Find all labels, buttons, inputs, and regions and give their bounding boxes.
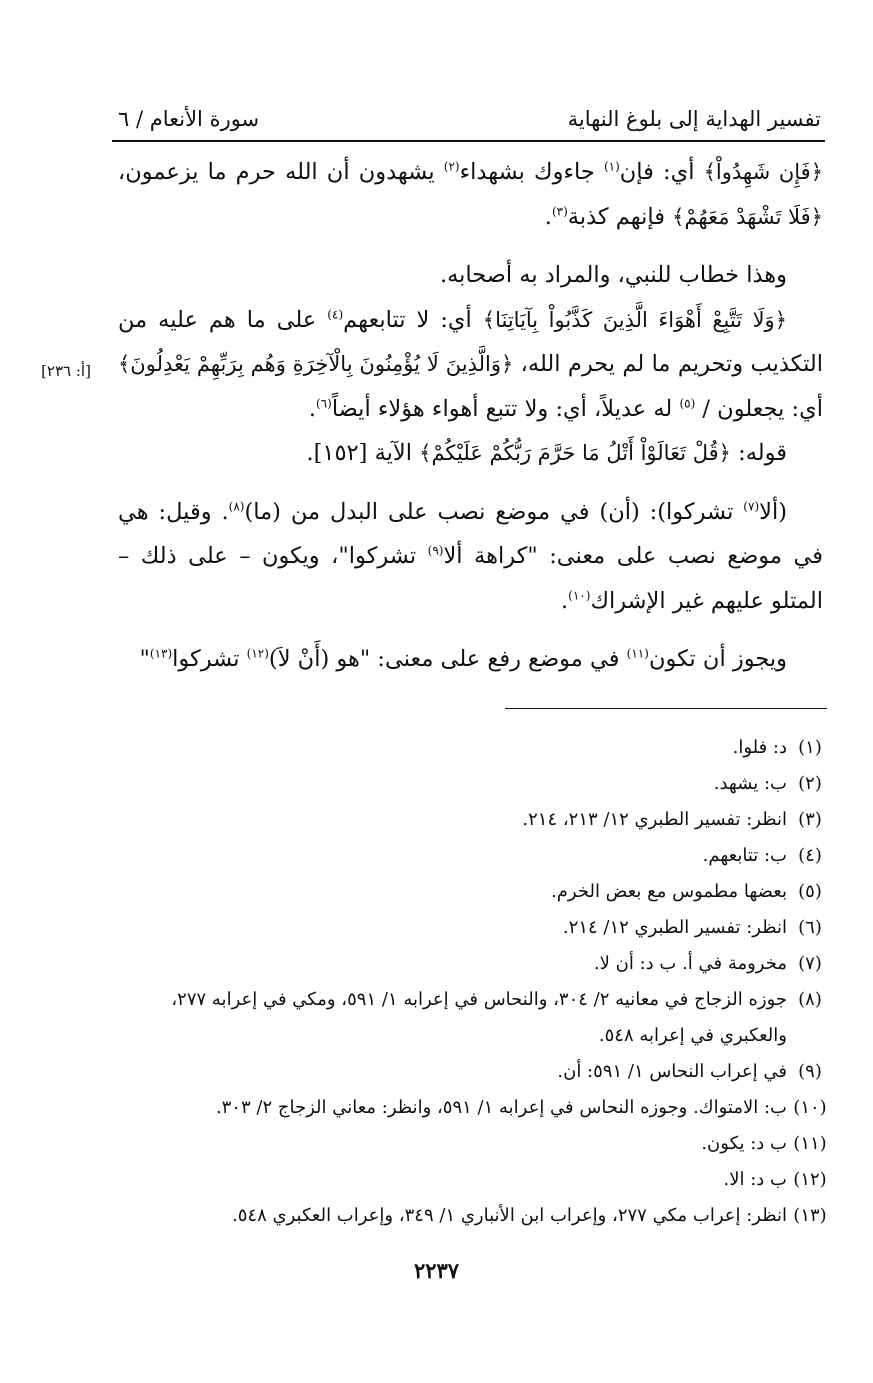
footnote-item	[118, 946, 833, 982]
book-title: تفسير الهداية إلى بلوغ النهاية	[567, 107, 821, 131]
footnote-ref: (٤)	[327, 307, 344, 321]
footnote-ref: (٣)	[551, 204, 568, 218]
footnote-number: (٧)	[798, 953, 822, 974]
footnote-ref: (١٢)	[246, 646, 269, 661]
main-text	[118, 150, 823, 682]
footnote-text: ب: يشهد.	[713, 773, 787, 794]
footnote-text: ب: تتابعهم.	[702, 845, 787, 866]
footnote-ref: (٧)	[743, 499, 760, 513]
footnote-text: في إعراب النحاس ١/ ٥٩١: أن.	[557, 1061, 787, 1082]
footnote-item	[118, 1162, 833, 1198]
footnote-ref: (١١)	[626, 646, 649, 661]
footnote-item	[118, 1198, 833, 1234]
footnote-number: (٥)	[798, 881, 822, 902]
footnote-ref: (١٣)	[149, 646, 173, 661]
quran-quote: ﴿وَلَا تَتَّبِعْ أَهْوَاءَ الَّذِينَ كَذَّبُواْ بِآيَاتِنَا﴾	[482, 307, 787, 332]
footnote-text: ب د: يكون.	[701, 1133, 787, 1154]
footnote-number: (٢)	[798, 773, 822, 794]
quran-quote: ﴿قُلْ تَعَالَوْاْ أَتْلُ مَا حَرَّمَ رَبُّكُمْ عَلَيْكُمْ﴾	[419, 441, 731, 465]
footnote-ref: (٨)	[228, 499, 245, 513]
footnote-number: (٩)	[798, 1061, 822, 1082]
footnote-text: مخرومة في أ. ب د: أن لا.	[593, 953, 787, 974]
paragraph-6: ويجوز أن تكون$^{(١١)}$ في موضع رفع على معنى: "هو (أَنْ لاَ)$^{(١٢)}$ تشركوا$^{(١٣)}$"	[139, 646, 787, 672]
footnote-number: (١٠)	[793, 1097, 827, 1118]
footnote-text: انظر: تفسير الطبري ١٢/ ٢١٤.	[562, 917, 787, 938]
quran-quote: ﴿فَلَا تَشْهَدْ مَعَهُمْ﴾	[672, 204, 823, 229]
footnote-ref: (١)	[603, 159, 620, 174]
paragraph-1: ﴿فَإِن شَهِدُواْ﴾ أي: فإن$^{(١)}$ جاءوك بشهداء$^{(٢)}$ يشهدون أن الله حرم ما يزعمون، ﴿فَلَا تَشْهَدْ مَعَهُمْ﴾ فإنهم كذبة$^{(٣)}$.	[118, 159, 824, 230]
paragraph-4: قوله: ﴿قُلْ تَعَالَوْاْ أَتْلُ مَا حَرَّمَ رَبُّكُمْ عَلَيْكُمْ﴾ الآية [١٥٢].	[306, 440, 787, 466]
footnote-item	[118, 838, 833, 874]
footnote-number: (٨)	[798, 989, 822, 1010]
footnote-text: د: فلوا.	[732, 737, 787, 758]
footnote-number: (١١)	[793, 1133, 827, 1154]
footnote-number: (١٣)	[793, 1205, 827, 1226]
footnote-item	[118, 910, 833, 946]
footnote-item	[118, 730, 833, 766]
footnote-ref: (٩)	[427, 543, 444, 558]
quran-quote: ﴿وَالَّذِينَ لَا يُؤْمِنُونَ بِالْآخِرَةِ وَهُم بِرَبِّهِمْ يَعْدِلُونَ﴾	[118, 352, 514, 376]
page-number: ٢٢٣٧	[413, 1258, 460, 1283]
running-header	[118, 98, 821, 140]
footnote-number: (١)	[798, 737, 822, 758]
footnote-text: جوزه الزجاج في معانيه ٢/ ٣٠٤، والنحاس في إعرابه ١/ ٥٩١، ومكي في إعرابه ٢٧٧، والعكبري في إعرابه ٥٤٨.	[171, 989, 787, 1046]
footnote-number: (١٢)	[793, 1169, 827, 1190]
paragraph-2: وهذا خطاب للنبي، والمراد به أصحابه.	[439, 262, 787, 288]
header-rule	[112, 140, 825, 142]
manuscript-folio-note: [أ: ٢٣٦]	[41, 362, 91, 380]
footnote-number: (٤)	[798, 845, 822, 866]
footnote-item	[118, 982, 833, 1054]
footnote-ref: (١٠)	[568, 588, 591, 602]
footnote-item	[118, 1090, 833, 1126]
footnote-text: انظر: إعراب مكي ٢٧٧، وإعراب ابن الأنباري ١/ ٣٤٩، وإعراب العكبري ٥٤٨.	[232, 1205, 787, 1226]
footnotes-list	[118, 730, 833, 1234]
footnote-ref: (٢)	[443, 159, 460, 174]
footnote-text: انظر: تفسير الطبري ١٢/ ٢١٣، ٢١٤.	[522, 809, 787, 830]
footnote-item	[118, 1126, 833, 1162]
footnote-text: ب د: الا.	[723, 1169, 787, 1190]
footnote-ref: (٥)	[679, 396, 696, 410]
footnote-separator	[505, 708, 827, 709]
footnote-number: (٣)	[798, 809, 822, 830]
footnote-item	[118, 802, 833, 838]
surah-label: سورة الأنعام / ٦	[118, 107, 260, 131]
footnote-item	[118, 874, 833, 910]
footnote-number: (٦)	[798, 917, 822, 938]
footnote-item	[118, 1054, 833, 1090]
paragraph-5: (ألا$^{(٧)}$ تشركوا): (أن) في موضع نصب على البدل من (ما)$^{(٨)}$. وقيل: هي في موضع نصب على معنى: "كراهة ألا$^{(٩)}$ تشركوا"، ويكون – على ذلك – المتلو عليهم غير الإشراك$^{(١٠)}$.	[118, 498, 823, 614]
footnote-text: ب: الامتواك. وجوزه النحاس في إعرابه ١/ ٥٩١، وانظر: معاني الزجاج ٢/ ٣٠٣.	[215, 1097, 787, 1118]
footnote-ref: (٦)	[315, 396, 332, 410]
paragraph-3: ﴿وَلَا تَتَّبِعْ أَهْوَاءَ الَّذِينَ كَذَّبُواْ بِآيَاتِنَا﴾ أي: لا تتابعهم$^{(٤)}$ على ما هم عليه من التكذيب وتحريم ما لم يحرم الله، ﴿وَالَّذِينَ لَا يُؤْمِنُونَ بِالْآخِرَةِ وَهُم بِرَبِّهِمْ يَعْدِلُونَ﴾ أي: يجعلون / $^{(٥)}$ له عديلاً، أي: ولا تتبع أهواء هؤلاء أيضاً$^{(٦)}$.	[118, 306, 824, 422]
quran-quote: ﴿فَإِن شَهِدُواْ﴾	[703, 160, 824, 184]
footnote-item	[118, 766, 833, 802]
footnote-text: بعضها مطموس مع بعض الخرم.	[551, 881, 787, 902]
